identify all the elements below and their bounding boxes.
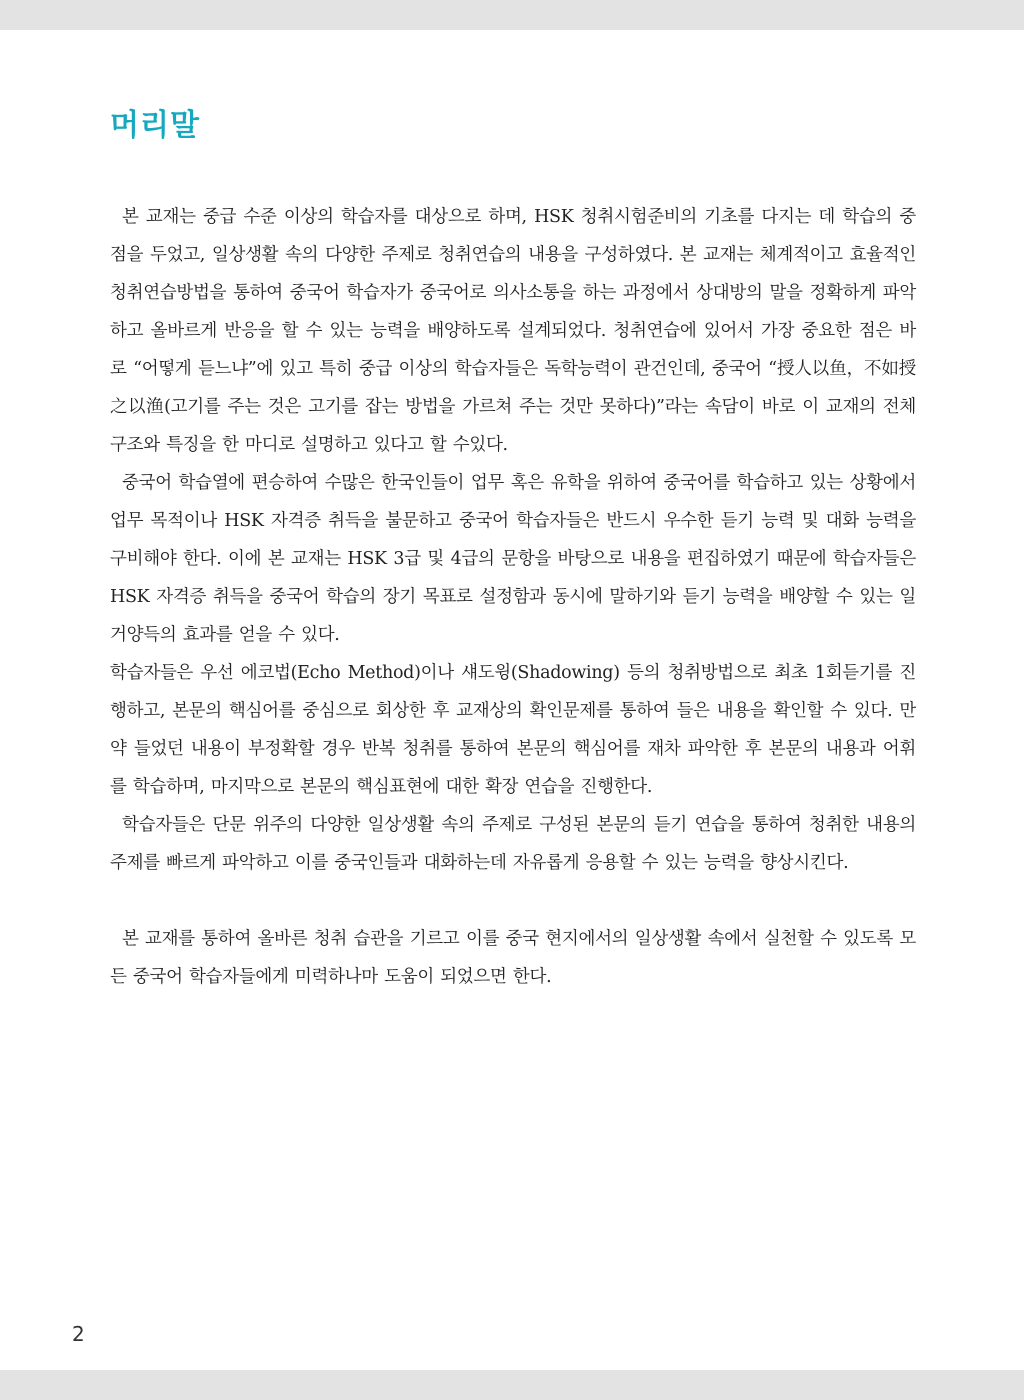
page-number: 2 — [72, 1322, 85, 1346]
top-margin-band — [0, 0, 1024, 30]
preface-body — [110, 198, 916, 996]
paragraph-5: 본 교재를 통하여 올바른 청취 습관을 기르고 이를 중국 현지에서의 일상생활 속에서 실천할 수 있도록 모든 중국어 학습자들에게 미력하나마 도움이 되었으면 한다. — [110, 929, 916, 987]
paragraph-3: 학습자들은 우선 에코법(Echo Method)이나 섀도윙(Shadowing) 등의 청취방법으로 최초 1회듣기를 진행하고, 본문의 핵심어를 중심으로 회상한 후 교재상의 확인문제를 통하여 들은 내용을 확인할 수 있다. 만약 들었던 내용이 부정확할 경우 반복 청취를 통하여 본문의 핵심어를 재차 파악한 후 본문의 내용과 어휘를 학습하며, 마지막으로 본문의 핵심표현에 대한 확장 연습을 진행한다. — [110, 663, 916, 797]
paragraph-1: 본 교재는 중급 수준 이상의 학습자를 대상으로 하며, HSK 청취시험준비의 기초를 다지는 데 학습의 중점을 두었고, 일상생활 속의 다양한 주제로 청취연습의 내용을 구성하였다. 본 교재는 체계적이고 효율적인 청취연습방법을 통하여 중국어 학습자가 중국어로 의사소통을 하는 과정에서 상대방의 말을 정확하게 파악하고 올바르게 반응을 할 수 있는 능력을 배양하도록 설계되었다. 청취연습에 있어서 가장 중요한 점은 바로 “어떻게 듣느냐”에 있고 특히 중급 이상의 학습자들은 독학능력이 관건인데, 중국어 “授人以鱼，不如授之以渔(고기를 주는 것은 고기를 잡는 방법을 가르쳐 주는 것만 못하다)”라는 속담이 바로 이 교재의 전체 구조와 특징을 한 마디로 설명하고 있다고 할 수있다. — [110, 207, 916, 455]
paragraph-2: 중국어 학습열에 편승하여 수많은 한국인들이 업무 혹은 유학을 위하여 중국어를 학습하고 있는 상황에서 업무 목적이나 HSK 자격증 취득을 불문하고 중국어 학습자들은 반드시 우수한 듣기 능력 및 대화 능력을 구비해야 한다. 이에 본 교재는 HSK 3급 및 4급의 문항을 바탕으로 내용을 편집하였기 때문에 학습자들은 HSK 자격증 취득을 중국어 학습의 장기 목표로 설정함과 동시에 말하기와 듣기 능력을 배양할 수 있는 일거양득의 효과를 얻을 수 있다. — [110, 473, 916, 645]
paragraph-4: 학습자들은 단문 위주의 다양한 일상생활 속의 주제로 구성된 본문의 듣기 연습을 통하여 청취한 내용의 주제를 빠르게 파악하고 이를 중국인들과 대화하는데 자유롭게 응용할 수 있는 능력을 향상시킨다. — [110, 815, 916, 873]
bottom-margin-band — [0, 1370, 1024, 1400]
page-title: 머리말 — [110, 108, 200, 143]
